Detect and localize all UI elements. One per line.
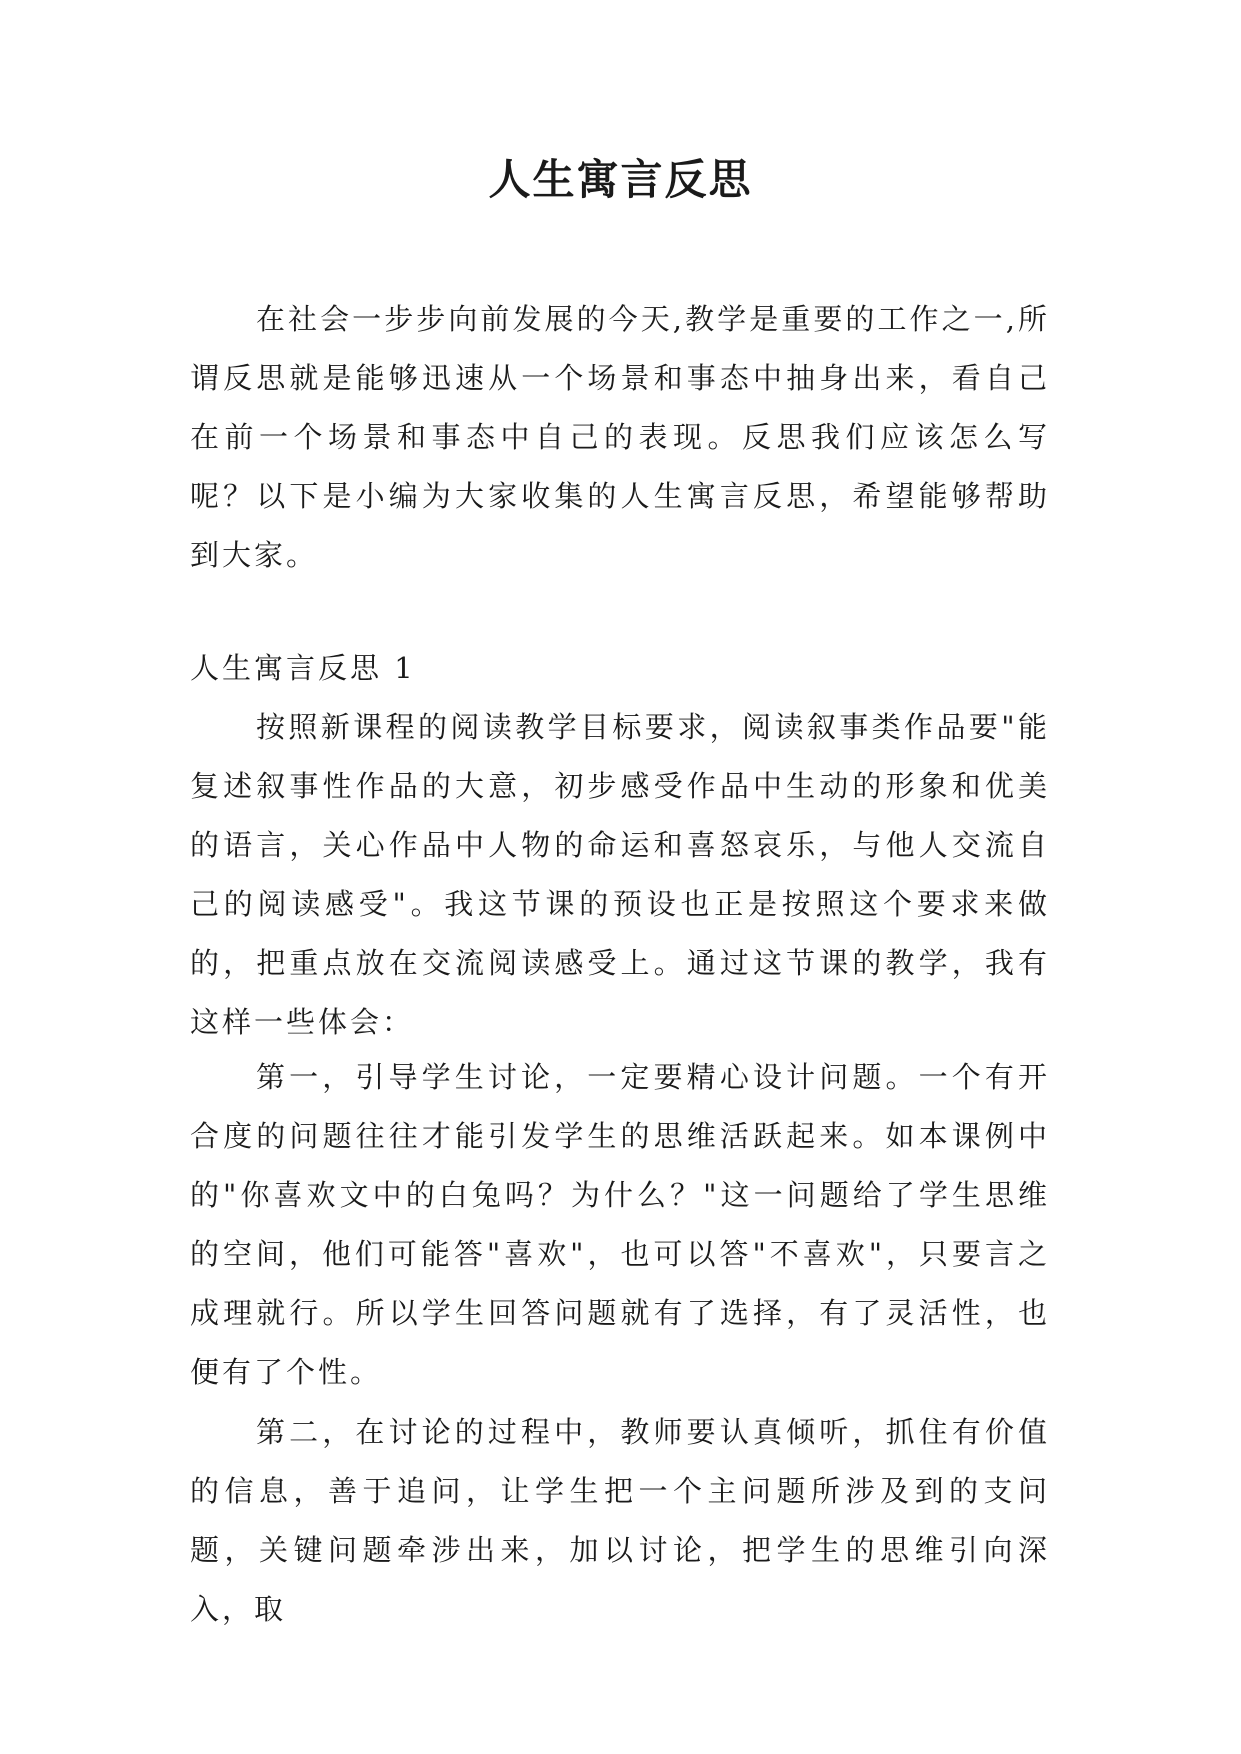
page-title: 人生寓言反思 <box>488 155 753 204</box>
intro-paragraph: 在社会一步步向前发展的今天,教学是重要的工作之一,所谓反思就是能够迅速从一个场景和事态中抽身出来，看自己在前一个场景和事态中自己的表现。反思我们应该怎么写呢？以下是小编为大家收集的人生寓言反思，希望能够帮助到大家。 <box>190 302 1050 572</box>
body-paragraph-2: 第一，引导学生讨论，一定要精心设计问题。一个有开合度的问题往往才能引发学生的思维活跃起来。如本课例中的"你喜欢文中的白兔吗？为什么？"这一问题给了学生思维的空间，他们可能答"喜欢"，也可以答"不喜欢"，只要言之成理就行。所以学生回答问题就有了选择，有了灵活性，也便有了个性。 <box>190 1060 1050 1389</box>
section-heading: 人生寓言反思 1 <box>190 651 416 685</box>
body-paragraph-3: 第二，在讨论的过程中，教师要认真倾听，抓住有价值的信息，善于追问，让学生把一个主问题所涉及到的支问题，关键问题牵涉出来，加以讨论，把学生的思维引向深入，取 <box>190 1415 1050 1626</box>
body-paragraph-1: 按照新课程的阅读教学目标要求，阅读叙事类作品要"能复述叙事性作品的大意，初步感受作品中生动的形象和优美的语言，关心作品中人物的命运和喜怒哀乐，与他人交流自己的阅读感受"。我这节课的预设也正是按照这个要求来做的，把重点放在交流阅读感受上。通过这节课的教学，我有这样一些体会： <box>190 710 1050 1039</box>
